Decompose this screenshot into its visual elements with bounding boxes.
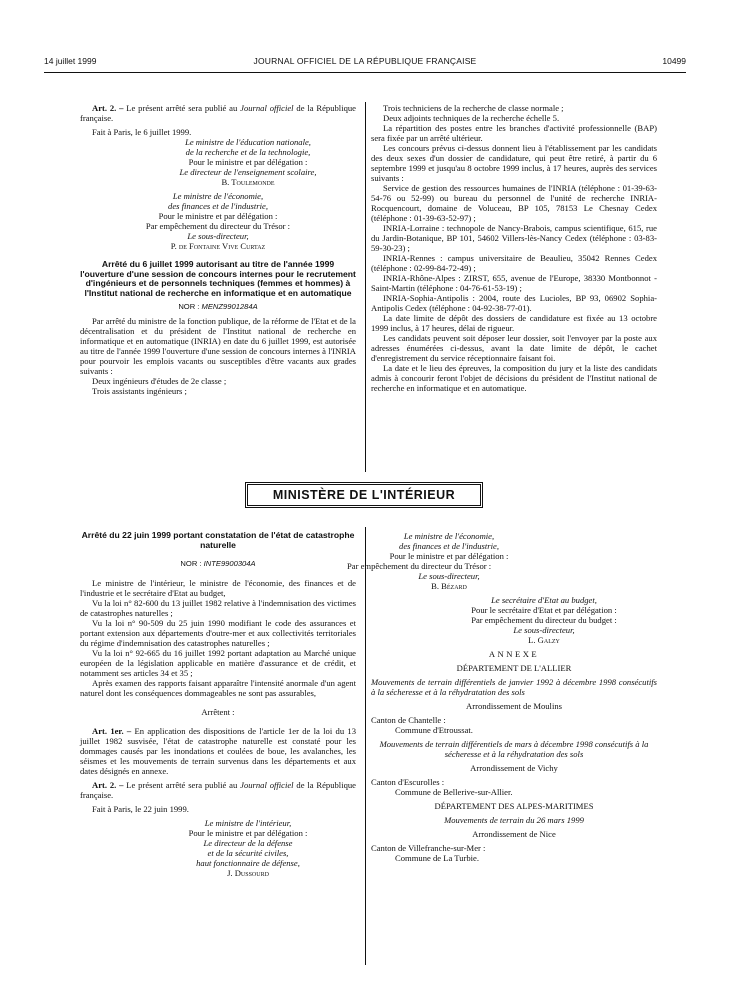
paragraph: Service de gestion des ressources humaines de l'INRIA (téléphone : 01-39-63-54-76 ou 52-99) ou bureau du personnel de l'unité de recherche INRIA-Rocquencourt, domaine de Voluceau, BP 105, 78153 Le Chesnay Cedex (téléphone : 01-39-63-52-97) ; — [371, 183, 657, 223]
journal-name: Journal officiel — [240, 780, 294, 790]
annex-title: ANNEXE — [488, 649, 540, 659]
page-number: 10499 — [662, 56, 686, 66]
event-description: Mouvements de terrain du 26 mars 1999 — [444, 815, 584, 825]
journal-name: Journal officiel — [240, 103, 294, 113]
delegation: Pour le ministre et par délégation : — [158, 211, 278, 221]
grade-item: Deux ingénieurs d'études de 2e classe ; — [92, 376, 227, 386]
signatory-role: des finances et de l'industrie, — [168, 201, 268, 211]
arrondissement: Arrondissement de Nice — [472, 829, 556, 839]
impediment: Par empêchement du directeur du Trésor : — [347, 561, 492, 571]
article-1 — [80, 726, 356, 776]
signatory-role: de la recherche et de la technologie, — [185, 147, 311, 157]
signatory-name: B. Bézard — [431, 581, 467, 591]
paragraph: INRIA-Sophia-Antipolis : 2004, route des Lucioles, BP 93, 06902 Sophia-Antipolis Cedex (téléphone : 04-92-38-77-01). — [371, 293, 657, 313]
paragraph: Après examen des rapports faisant apparaître l'intensité anormale d'un agent naturel dont les conséquences dommageables ne sont pas assurables, — [80, 678, 356, 698]
signatory-role: des finances et de l'industrie, — [399, 541, 499, 551]
bottom-left-column — [80, 531, 356, 878]
paragraph: INRIA-Lorraine : technopole de Nancy-Brabois, campus scientifique, 615, rue du Jardin-Botanique, BP 101, 54602 Villers-lès-Nancy Cedex (téléphone : 03-83-59-30-23) ; — [371, 223, 657, 253]
arrondissement: Arrondissement de Vichy — [470, 763, 558, 773]
decree-body: Par arrêté du ministre de la fonction publique, de la réforme de l'Etat et de la décentralisation et du président de l'Institut national de recherche en informatique et en automatique (INRIA) en date du 6 juillet 1999, est autorisée au titre de l'année 1999 l'ouverture d'une session de concours internes à l'INRIA pour pourvoir les emplois vacants ou susceptibles d'être vacants aux grades suivants : — [80, 316, 356, 376]
signatory-title: et de la sécurité civiles, — [207, 848, 289, 858]
article-label: Art. 1er. – — [92, 726, 132, 736]
paragraph: Vu la loi n° 82-600 du 13 juillet 1982 relative à l'indemnisation des victimes de catastrophes naturelles ; — [80, 598, 356, 618]
commune: Commune de La Turbie. — [395, 853, 480, 863]
delegation: Pour le secrétaire d'Etat et par délégation : — [471, 605, 617, 615]
department-heading: DÉPARTEMENT DE L'ALLIER — [456, 663, 572, 673]
paragraph: Deux adjoints techniques de la recherche échelle 5. — [383, 113, 560, 123]
arretent: Arrêtent : — [201, 707, 235, 717]
spacer — [80, 717, 356, 726]
impediment: Par empêchement du directeur du Trésor : — [145, 221, 291, 231]
signatory-title: haut fonctionnaire de défense, — [196, 858, 300, 868]
arrondissement: Arrondissement de Moulins — [466, 701, 562, 711]
article-text: En application des dispositions de l'article 1er de la loi du 13 juillet 1982 susvisée, l'état de catastrophe naturelle est constaté pour les dommages causés par les inondations et coulées de boue, les avalanches, les séismes et les mouvements de terrain survenus dans les départements et aux dates désignés en annexe. — [80, 726, 356, 776]
nor-code: INTE9900304A — [203, 559, 256, 568]
signatory-role: Le ministre de l'économie, — [172, 191, 264, 201]
nor-label: NOR : — [180, 559, 204, 568]
signatory-title: Le sous-directeur, — [418, 571, 480, 581]
article-label: Art. 2. – — [92, 103, 124, 113]
header-date: 14 juillet 1999 — [44, 56, 97, 66]
signatory-role: Le secrétaire d'Etat au budget, — [491, 595, 597, 605]
canton: Canton d'Escurolles : — [371, 777, 445, 787]
nor-reference — [80, 559, 356, 569]
article-text-end: de la République française. — [80, 780, 356, 800]
spacer — [80, 550, 356, 559]
column-divider-top — [365, 102, 366, 472]
canton: Canton de Villefranche-sur-Mer : — [371, 843, 486, 853]
signatory-role: Le ministre de l'intérieur, — [204, 818, 292, 828]
signatory-role: Le ministre de l'éducation nationale, — [185, 137, 311, 147]
delegation: Pour le ministre et par délégation : — [188, 828, 308, 838]
decree-title: Arrêté du 22 juin 1999 portant constatation de l'état de catastrophe naturelle — [81, 530, 355, 550]
header-rule — [44, 72, 686, 73]
delegation: Pour le ministre et par délégation : — [188, 157, 308, 167]
canton: Canton de Chantelle : — [371, 715, 446, 725]
nor-reference — [80, 302, 356, 312]
paragraph: La répartition des postes entre les branches d'activité professionnelle (BAP) sera fixée par un arrêté ultérieur. — [371, 123, 657, 143]
top-right-column — [371, 103, 657, 393]
article-text-end: de la République française. — [80, 103, 356, 123]
paragraph: Les concours prévus ci-dessus donnent lieu à l'établissement par les candidats des deux sexes d'un dossier de candidature, qui peut être retiré, à partir du 6 septembre 1999 et jusqu'au 8 octobre 1999 inclus, à 17 heures, auprès des services suivants : — [371, 143, 657, 183]
paragraph: INRIA-Rhône-Alpes : ZIRST, 655, avenue de l'Europe, 38330 Montbonnot - Saint-Martin (téléphone : 04-76-61-53-19) ; — [371, 273, 657, 293]
article-label: Art. 2. – — [92, 780, 124, 790]
grade-item: Trois assistants ingénieurs ; — [92, 386, 187, 396]
article-2 — [80, 103, 356, 123]
article-text: Le présent arrêté sera publié au — [123, 780, 241, 790]
signatory-name: L. Galzy — [528, 635, 560, 645]
paragraph: INRIA-Rennes : campus universitaire de Beaulieu, 35042 Rennes Cedex (téléphone : 02-99-84-72-49) ; — [371, 253, 657, 273]
signatory-role: Le ministre de l'économie, — [403, 531, 495, 541]
paragraph: Trois techniciens de la recherche de classe normale ; — [383, 103, 564, 113]
spacer — [80, 698, 356, 707]
delegation: Pour le ministre et par délégation : — [389, 551, 509, 561]
signing-date: Fait à Paris, le 22 juin 1999. — [92, 804, 189, 814]
top-left-column — [80, 103, 356, 396]
nor-label: NOR : — [178, 302, 202, 311]
signatory-title: Le sous-directeur, — [513, 625, 575, 635]
commune: Commune d'Etroussat. — [395, 725, 473, 735]
paragraph: La date limite de dépôt des dossiers de candidature est fixée au 13 octobre 1999 inclus, à 17 heures, délai de rigueur. — [371, 313, 657, 333]
commune: Commune de Bellerive-sur-Allier. — [395, 787, 513, 797]
event-description: Mouvements de terrain différentiels de mars à décembre 1998 consécutifs à la sécheresse et à la réhydratation des sols — [379, 739, 649, 759]
signatory-name: J. Dussourd — [227, 868, 269, 878]
spacer — [80, 569, 356, 578]
signatory-title: Le directeur de l'enseignement scolaire, — [179, 167, 317, 177]
journal-title: JOURNAL OFFICIEL DE LA RÉPUBLIQUE FRANÇAISE — [253, 56, 477, 66]
paragraph: Vu la loi n° 90-509 du 25 juin 1990 modifiant le code des assurances et portant extension aux départements d'outre-mer et aux collectivités territoriales du régime d'indemnisation des catastrophes naturelles ; — [80, 618, 356, 648]
ministry-banner: MINISTÈRE DE L'INTÉRIEUR — [245, 482, 483, 508]
signatory-title: Le directeur de la défense — [203, 838, 293, 848]
signatory-name: B. Toulemonde — [221, 177, 275, 187]
paragraph: Le ministre de l'intérieur, le ministre de l'économie, des finances et de l'industrie et le secrétaire d'Etat au budget, — [80, 578, 356, 598]
paragraph: Les candidats peuvent soit déposer leur dossier, soit l'envoyer par la poste aux adresses énumérées ci-dessus, avant la date limite de dépôt, le cachet d'enregistrement du service réceptionnaire faisant foi. — [371, 333, 657, 363]
paragraph: La date et le lieu des épreuves, la composition du jury et la liste des candidats admis à concourir feront l'objet de décisions du président de l'Institut national de recherche en informatique et en automatique. — [371, 363, 657, 393]
article-text: Le présent arrêté sera publié au — [123, 103, 241, 113]
event-description: Mouvements de terrain différentiels de janvier 1992 à décembre 1998 consécutifs à la sécheresse et à la réhydratation des sols — [371, 677, 657, 697]
column-divider-bottom — [365, 527, 366, 965]
page-header — [44, 56, 686, 70]
department-heading: DÉPARTEMENT DES ALPES-MARITIMES — [434, 801, 594, 811]
signing-date: Fait à Paris, le 6 juillet 1999. — [92, 127, 192, 137]
nor-code: MENZ9901284A — [201, 302, 258, 311]
decree-title: Arrêté du 6 juillet 1999 autorisant au titre de l'année 1999 l'ouverture d'une session de concours internes pour le recrutement d'ingénieurs et de personnels techniques (femmes et hommes) à l'Institut national de recherche en informatique et en automatique — [80, 259, 356, 298]
paragraph: Vu la loi n° 92-665 du 16 juillet 1992 portant adaptation au Marché unique européen de la législation applicable en matière d'assurance et de crédit, et notamment ses articles 34 et 35 ; — [80, 648, 356, 678]
impediment: Par empêchement du directeur du budget : — [471, 615, 617, 625]
signatory-title: Le sous-directeur, — [187, 231, 249, 241]
bottom-right-column — [347, 531, 657, 863]
article-2 — [80, 780, 356, 800]
signatory-name: P. de Fontaine Vive Curtaz — [170, 241, 266, 251]
